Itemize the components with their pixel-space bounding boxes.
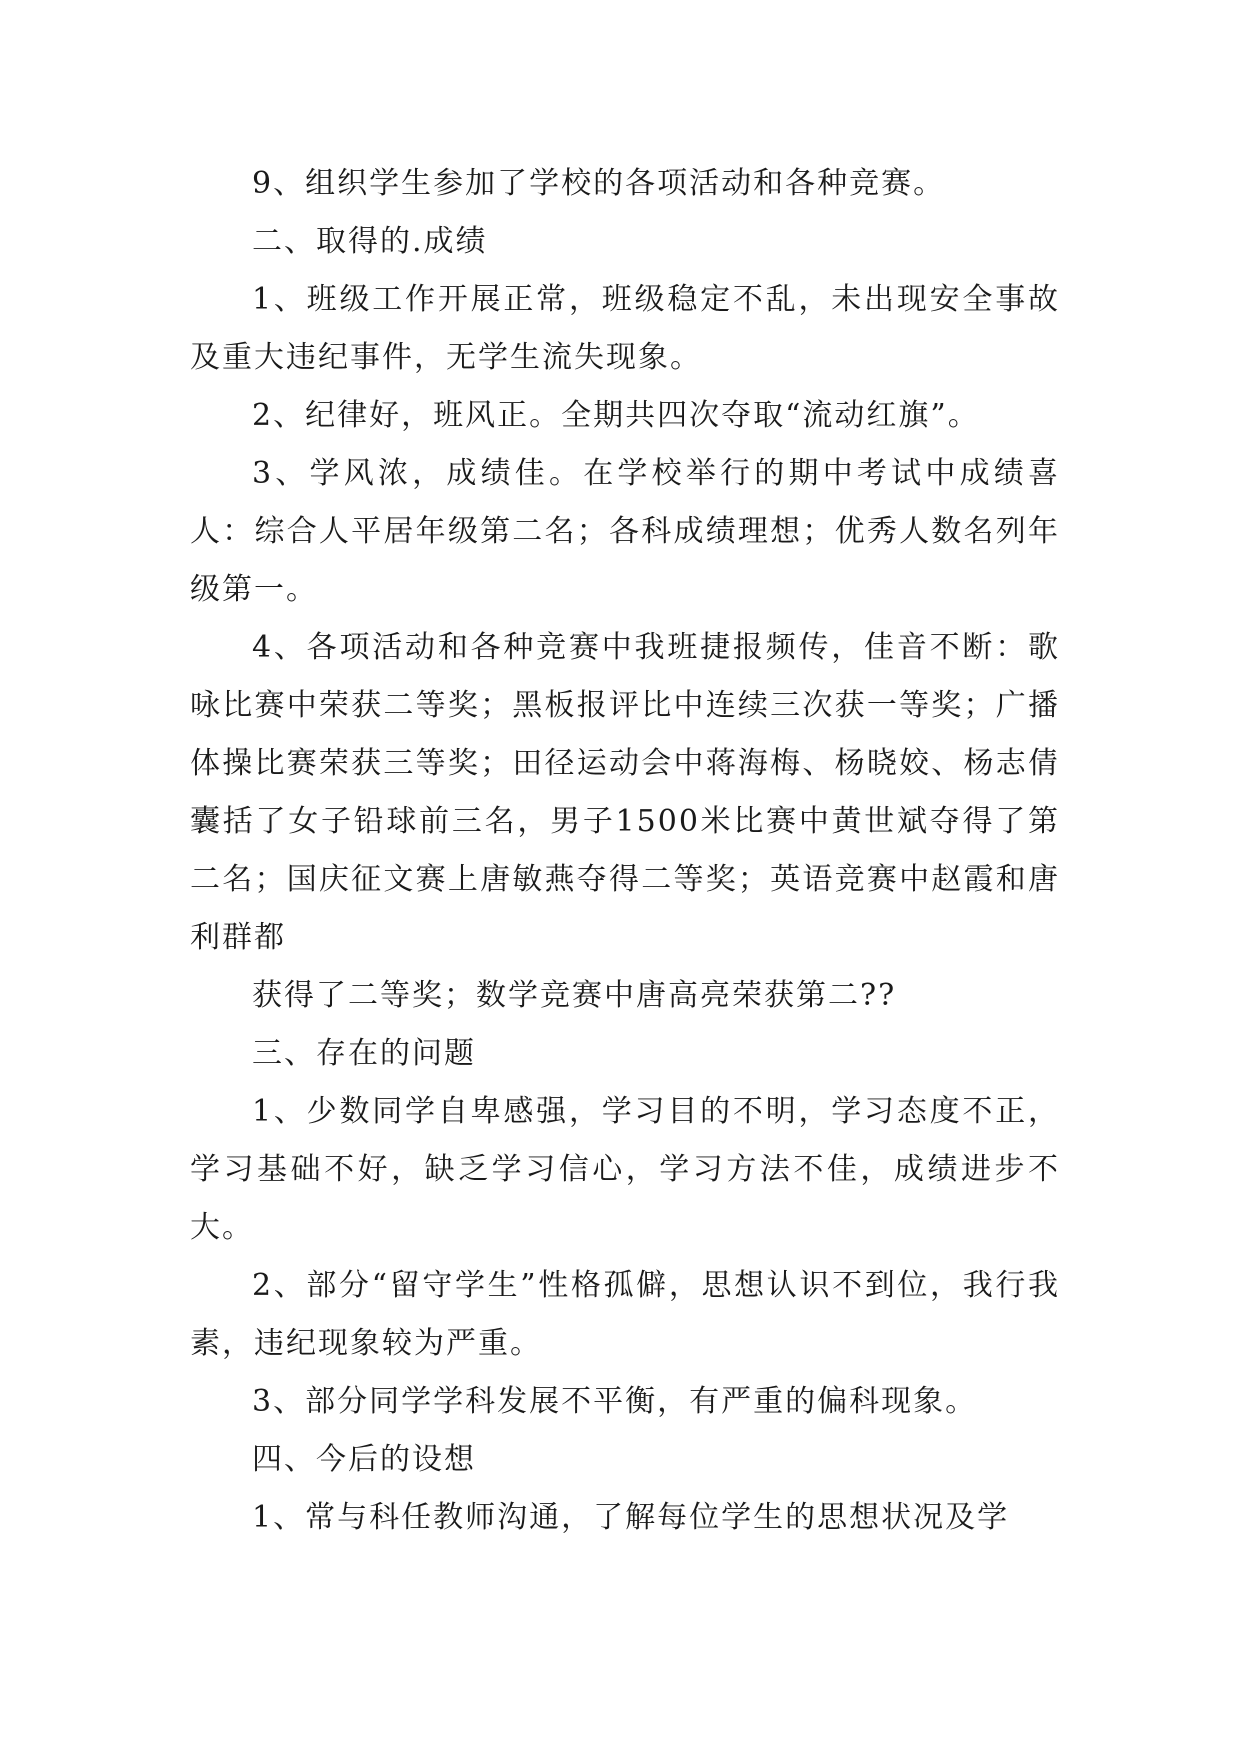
paragraph-achievement-4-continued: 获得了二等奖；数学竞赛中唐高亮荣获第二?? (252, 978, 897, 1013)
section-heading-plans: 四、今后的设想 (252, 1442, 476, 1477)
paragraph-achievement-1: 1、班级工作开展正常，班级稳定不乱，未出现安全事故及重大违纪事件，无学生流失现象。 (190, 282, 1060, 375)
paragraph-problem-2: 2、部分“留守学生”性格孤僻，思想认识不到位，我行我素，违纪现象较为严重。 (190, 1268, 1060, 1361)
paragraph-plan-1: 1、常与科任教师沟通，了解每位学生的思想状况及学 (252, 1500, 1010, 1535)
paragraph-item-9: 9、组织学生参加了学校的各项活动和各种竞赛。 (252, 166, 946, 201)
paragraph-achievement-2: 2、纪律好，班风正。全期共四次夺取“流动红旗”。 (252, 398, 980, 433)
paragraph-achievement-4: 4、各项活动和各种竞赛中我班捷报频传，佳音不断：歌咏比赛中荣获二等奖；黑板报评比中连续三次获一等奖；广播体操比赛荣获三等奖；田径运动会中蒋海梅、杨晓姣、杨志倩囊括了女子铅球前三名，男子1500米比赛中黄世斌夺得了第二名；国庆征文赛上唐敏燕夺得二等奖；英语竞赛中赵霞和唐利群都 (190, 630, 1060, 955)
paragraph-achievement-3: 3、学风浓，成绩佳。在学校举行的期中考试中成绩喜人：综合人平居年级第二名；各科成绩理想；优秀人数名列年级第一。 (190, 456, 1060, 607)
document-body (190, 155, 1060, 1547)
section-heading-achievements: 二、取得的.成绩 (252, 224, 488, 259)
paragraph-problem-3: 3、部分同学学科发展不平衡，有严重的偏科现象。 (252, 1384, 978, 1419)
paragraph-problem-1: 1、少数同学自卑感强，学习目的不明，学习态度不正，学习基础不好，缺乏学习信心，学习方法不佳，成绩进步不大。 (190, 1094, 1060, 1245)
section-heading-problems: 三、存在的问题 (252, 1036, 476, 1071)
